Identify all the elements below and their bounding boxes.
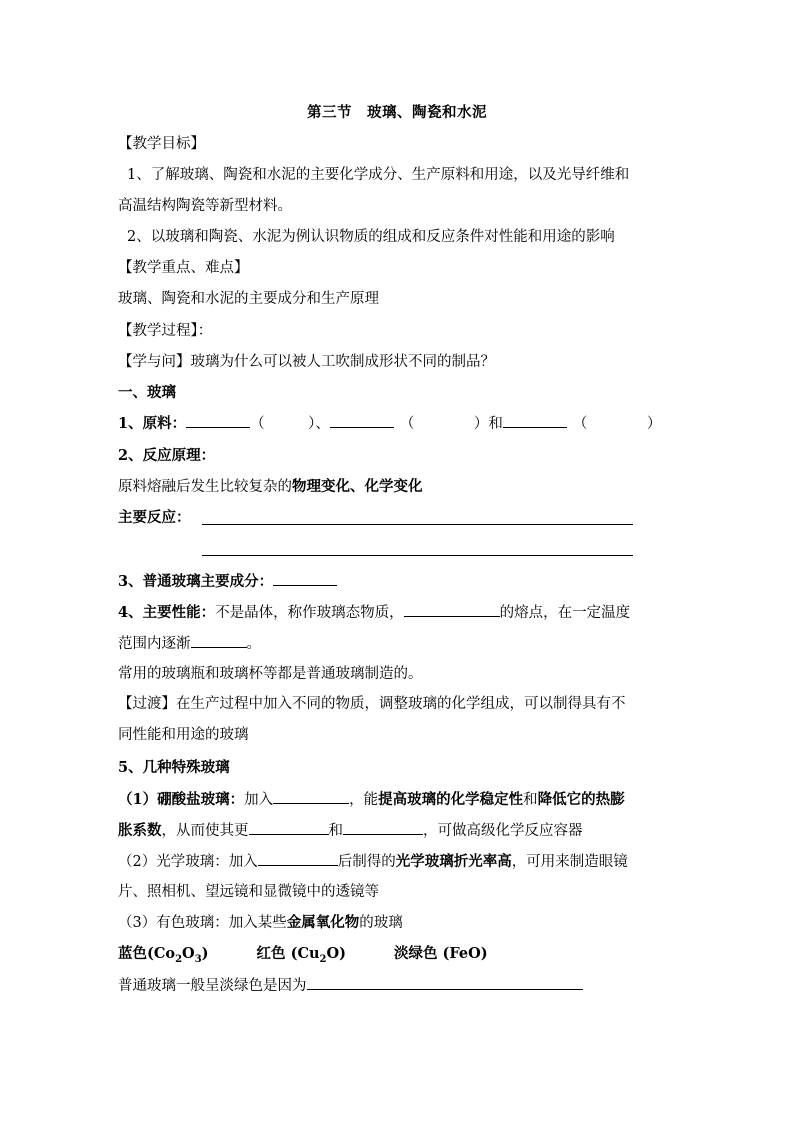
special-header: 5、几种特殊玻璃 [118,759,230,776]
optic-line-a [118,851,678,872]
raw-paren-2: （ [399,416,415,432]
process-header: 【教学过程】： [118,323,213,339]
boro-usage: ，可做高级化学反应容器 [423,823,583,839]
prop-text-b: 的熔点，在一定温度 [499,605,631,621]
main-reaction-blank-2[interactable] [202,555,633,556]
main-reaction-label: 主要反应： [118,509,191,526]
boro-blank-3[interactable] [343,820,423,835]
boro-line-b [118,820,678,841]
boro-stability: 提高玻璃的化学稳定性 [378,791,524,808]
green-reason-line [118,975,678,996]
prop-line-b [118,633,678,654]
comp-line [118,571,678,592]
blue-color: 蓝色$(Co_2O_3)$ [118,945,209,965]
boro-can: ，能 [349,792,379,808]
prop-blank-2[interactable] [191,633,247,648]
question-text: 玻璃为什么可以被人工吹制成形状不同的制品？ [190,354,495,370]
green-color: 淡绿色 (FeO) [394,945,488,962]
boro-num: （1） [118,791,158,808]
principle-text-b: 物理变化、化学变化 [292,478,423,495]
raw-paren-3: （ [572,416,588,432]
main-reaction-blank-1[interactable] [202,524,633,525]
raw-paren-close-3: ） [646,416,662,432]
raw-blank-2[interactable] [330,413,394,428]
transition-line-b: 同性能和用途的玻璃 [118,727,249,743]
common-text: 常用的玻璃瓶和玻璃杯等都是普通玻璃制造的。 [118,666,423,682]
goal-2: 2、以玻璃和陶瓷、水泥为例认识物质的组成和反应条件对性能和用途的影响 [127,229,615,245]
transition-line-a [118,694,678,714]
page-title: 第三节 玻璃、陶瓷和水泥 [307,104,487,121]
color-line [118,913,678,933]
raw-paren-close-1: ）、 [308,416,330,432]
goal-1-line-b: 高温结构陶瓷等新型材料。 [118,198,292,214]
green-reason-blank[interactable] [307,975,583,990]
color-examples [118,944,678,970]
boro-expansion: 降低它的热膨 [537,791,625,808]
boro-blank-1[interactable] [273,789,349,804]
goal-1-line-a: 1、了解玻璃、陶瓷和水泥的主要化学成分、生产原料和用途，以及光导纤维和 [127,167,630,183]
goal-header: 【教学目标】 [118,136,205,152]
question-tag: 【学与问】 [118,354,191,370]
boro-more: ，从而使其更 [161,823,249,839]
comp-blank[interactable] [273,571,337,586]
question-line [118,352,678,372]
optic-after: 后制得的 [337,854,396,870]
color-glass: 的玻璃 [359,915,403,931]
principle-text [118,477,678,497]
principle-text-a: 原料熔融后发生比较复杂的 [118,479,292,495]
raw-blank-3[interactable] [503,413,567,428]
principle-label: 2、反应原理： [118,447,216,464]
glass-header: 一、玻璃 [118,384,176,401]
boro-and-2: 和 [328,823,343,839]
comp-label: 3、普通玻璃主要成分： [118,573,274,590]
boro-and: 和 [523,792,538,808]
raw-blank-1[interactable] [186,413,250,428]
boro-line-a [118,789,678,810]
transition-tag: 【过渡】 [118,696,176,712]
optic-blank[interactable] [258,851,338,866]
boro-blank-2[interactable] [249,820,329,835]
raw-label: 1、原料： [118,415,187,432]
optic-line-b: 片、照相机、望远镜和显微镜中的透镜等 [118,884,379,900]
transition-text-a: 在生产过程中加入不同的物质，调整玻璃的化学组成，可以制得具有不 [176,696,626,712]
color-oxide: 金属氧化物 [286,914,360,931]
key-header: 【教学重点、难点】 [118,260,249,276]
prop-text-a: 不是晶体，称作玻璃态物质， [215,605,404,621]
boro-coeff: 胀系数 [118,822,162,839]
prop-text-d: 。 [246,636,261,652]
boro-add: 加入 [244,792,274,808]
prop-text-c: 范围内逐渐 [118,636,191,652]
raw-material-line [118,413,678,434]
prop-blank-1[interactable] [404,602,500,617]
raw-paren-close-2: ）和 [473,416,503,432]
optic-add: （2）光学玻璃：加入 [118,854,258,870]
raw-paren-1: （ [250,416,265,432]
prop-label: 4、主要性能： [118,604,216,621]
color-add: （3）有色玻璃：加入某些 [118,915,287,931]
boro-name: 硼酸盐玻璃： [157,791,245,808]
key-text: 玻璃、陶瓷和水泥的主要成分和生产原理 [118,291,379,307]
prop-line-a [118,602,678,623]
optic-refraction: 光学玻璃折光率高 [395,853,512,870]
red-color: 红色 $(Cu_2O)$ [256,945,346,965]
green-reason-text: 普通玻璃一般呈淡绿色是因为 [118,978,307,994]
optic-use: ，可用来制造眼镜 [511,854,628,870]
